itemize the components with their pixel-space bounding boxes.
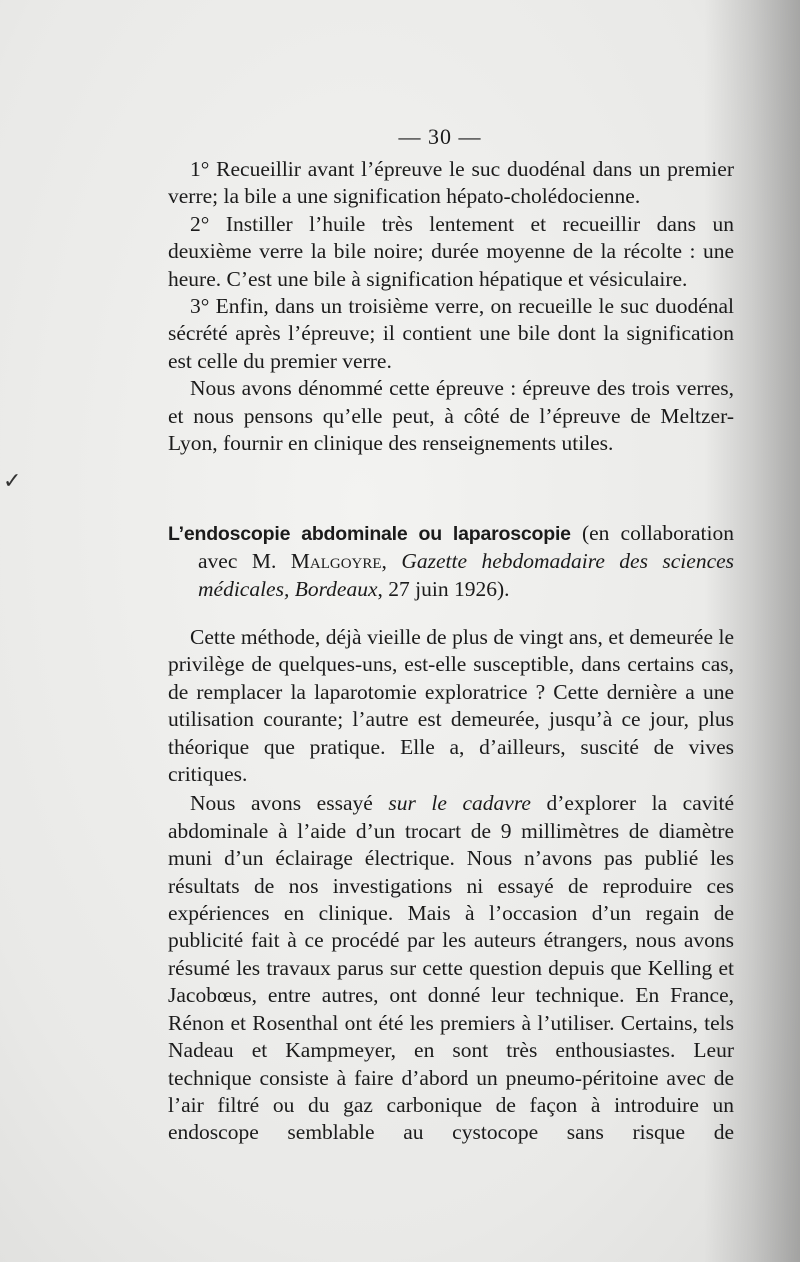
experiment-text-a: Nous avons essayé bbox=[190, 791, 389, 816]
margin-mark: ✓ bbox=[3, 468, 22, 493]
reference-title: L’endoscopie abdominale ou laparoscopie bbox=[168, 523, 571, 545]
page-number: — 30 — bbox=[398, 124, 482, 149]
reference-heading: L’endoscopie abdominale ou laparoscopie (en collaboration avec M. Malgoyre, Gazette hebdomadaire des sciences médicales, Bordeaux, 27 juin 1926). bbox=[168, 521, 735, 601]
step-2-paragraph: 2° Instiller l’huile très lentement et recueillir dans un deuxième verre la bile noire; durée moyenne de la récolte : une heure. C’est une bile à signification hépatique et vésiculaire. bbox=[168, 211, 734, 291]
experiment-paragraph bbox=[168, 790, 734, 1146]
step-1-paragraph: 1° Recueillir avant l’épreuve le suc duodénal dans un premier verre; la bile a une signification hépato-cholédocienne. bbox=[168, 157, 734, 209]
reference-collab: (en collaboration avec bbox=[198, 521, 734, 574]
reference-journal: Gazette hebdomadaire des sciences médicales, Bordeaux bbox=[198, 549, 735, 601]
reference-date: , 27 juin 1926). bbox=[377, 576, 510, 601]
reference-author-prefix: M. bbox=[251, 549, 277, 574]
experiment-text-b: d’explorer la cavité abdominale à l’aide d’un trocart de 9 millimètres de diamètre muni d’un éclairage électrique. Nous n’avons pas publié les résultats de nos investigations ni essayé de reproduire ces expériences en clinique. Mais à l’occasion d’un regain de publicité fait à ce procédé par les auteurs étrangers, nous avons résumé les travaux parus sur cette question depuis que Kelling et Jacobœus, entre autres, ont donné leur technique. En France, Rénon et Rosenthal ont été les premiers à l’utiliser. Certains, tels Nadeau et Kampmeyer, en sont très enthousiastes. Leur technique consiste à faire d’abord un pneumo-péritoine avec de l’air filtré ou du gaz carbonique de façon à introduire un endoscope semblable au cystocope sans risque de bbox=[168, 791, 734, 1145]
conclusion-paragraph: Nous avons dénommé cette épreuve : épreuve des trois verres, et nous pensons qu’elle peut, à côté de l’épreuve de Meltzer-Lyon, fournir en clinique des renseignements utiles. bbox=[168, 376, 734, 456]
reference-author: Malgoyre bbox=[290, 549, 382, 574]
protocol-section bbox=[168, 156, 734, 457]
method-paragraph: Cette méthode, déjà vieille de plus de vingt ans, et demeurée le privilège de quelques-uns, est-elle susceptible, dans certains cas, de remplacer la laparotomie exploratrice ? Cette dernière a une utilisation courante; l’autre est demeurée, jusqu’à ce jour, plus théorique que pratique. Elle a, d’ailleurs, suscité de vives critiques. bbox=[168, 625, 734, 787]
laparoscopy-section bbox=[168, 624, 734, 1147]
step-3-paragraph: 3° Enfin, dans un troisième verre, on recueille le suc duodénal sécrété après l’épreuve; il contient une bile dont la signification est celle du premier verre. bbox=[168, 294, 734, 373]
experiment-emphasis: sur le cadavre bbox=[388, 791, 531, 816]
